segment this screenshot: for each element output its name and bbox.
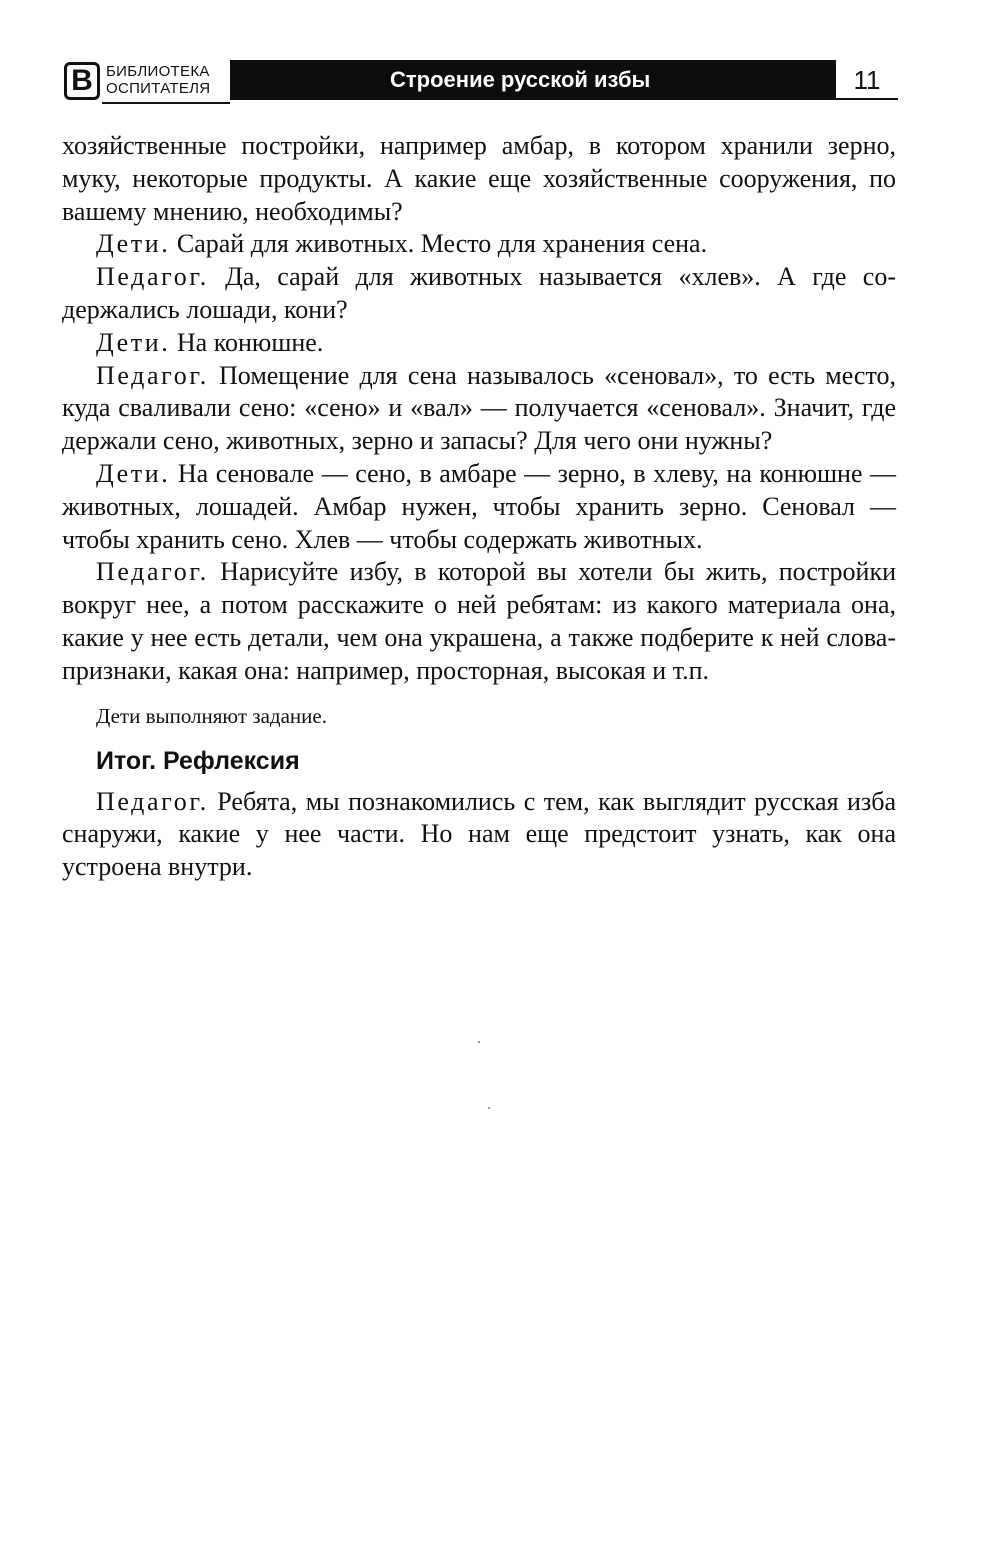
speaker-label: Дети. xyxy=(96,458,171,488)
dialogue-paragraph xyxy=(62,786,896,884)
logo-letter-box: В xyxy=(64,62,100,100)
scan-speck xyxy=(478,1041,480,1043)
speaker-label: Педагог. xyxy=(96,262,209,292)
scan-speck xyxy=(488,1107,490,1109)
logo-line-1: БИБЛИОТЕКА xyxy=(106,63,210,80)
dialogue-paragraph xyxy=(62,261,896,327)
running-header xyxy=(62,60,898,104)
dialogue-text: Ребята, мы познакомились с тем, как выглядит русская изба снаружи, какие у нее части. Но нам еще предстоит узнать, как она устроена внутри. xyxy=(62,786,896,882)
dialogue-text: На конюшне. xyxy=(170,327,324,357)
section-heading: Итог. Рефлексия xyxy=(96,746,300,775)
dialogue-text: На сеновале — сено, в амбаре — зерно, в хлеву, на конюшне — животных, лошадей. Амбар нужен, чтобы хранить зерно. Сеновал — чтобы хранить сено. Хлев — чтобы содержать животных. xyxy=(62,458,896,554)
dialogue-paragraph xyxy=(62,327,896,360)
dialogue-paragraph xyxy=(62,458,896,556)
scan-specks xyxy=(470,1035,500,1115)
page-number: 11 xyxy=(834,60,898,100)
speaker-label: Дети. xyxy=(96,327,171,357)
series-logo xyxy=(62,60,230,104)
dialogue-paragraph xyxy=(62,228,896,261)
dialogue-text: Сарай для животных. Место для хранения сена. xyxy=(170,229,708,259)
logo-line-2: ОСПИТАТЕЛЯ xyxy=(106,80,211,97)
paragraph-continued: хозяйственные постройки, например амбар, в котором хранили зерно, муку, некоторые продукты. А какие еще хозяйственные сооружения, по вашему мнению, необходимы? xyxy=(62,131,896,226)
dialogue-text: Помещение для сена называлось «сеновал», то есть место, куда сваливали сено: «сено» и «вал» — получается «сеновал». Значит, где держали сено, животных, зерно и запасы? Для чего они нужны? xyxy=(62,360,896,456)
dialogue-paragraph xyxy=(62,556,896,687)
page-body xyxy=(62,130,896,884)
speaker-label: Дети. xyxy=(96,229,171,259)
chapter-title: Строение русской избы xyxy=(230,60,834,100)
activity-note: Дети выполняют задание. xyxy=(96,703,327,728)
speaker-label: Педагог. xyxy=(96,557,209,587)
speaker-label: Педагог. xyxy=(96,360,209,390)
logo-underline xyxy=(102,102,230,104)
speaker-label: Педагог. xyxy=(96,786,209,816)
dialogue-paragraph xyxy=(62,360,896,458)
logo-text xyxy=(106,63,210,97)
dialogue-text: Нарисуйте избу, в которой вы хотели бы жить, постройки вокруг нее, а потом расскажите о ней ребятам: из какого материала она, какие у нее есть детали, чем она украшена, а также подберите к ней слова-признаки, какая она: например, просторная, высокая и т.п. xyxy=(62,557,896,685)
dialogue-text: Да, сарай для животных называется «хлев». А где содержались лошади, кони? xyxy=(62,262,896,324)
